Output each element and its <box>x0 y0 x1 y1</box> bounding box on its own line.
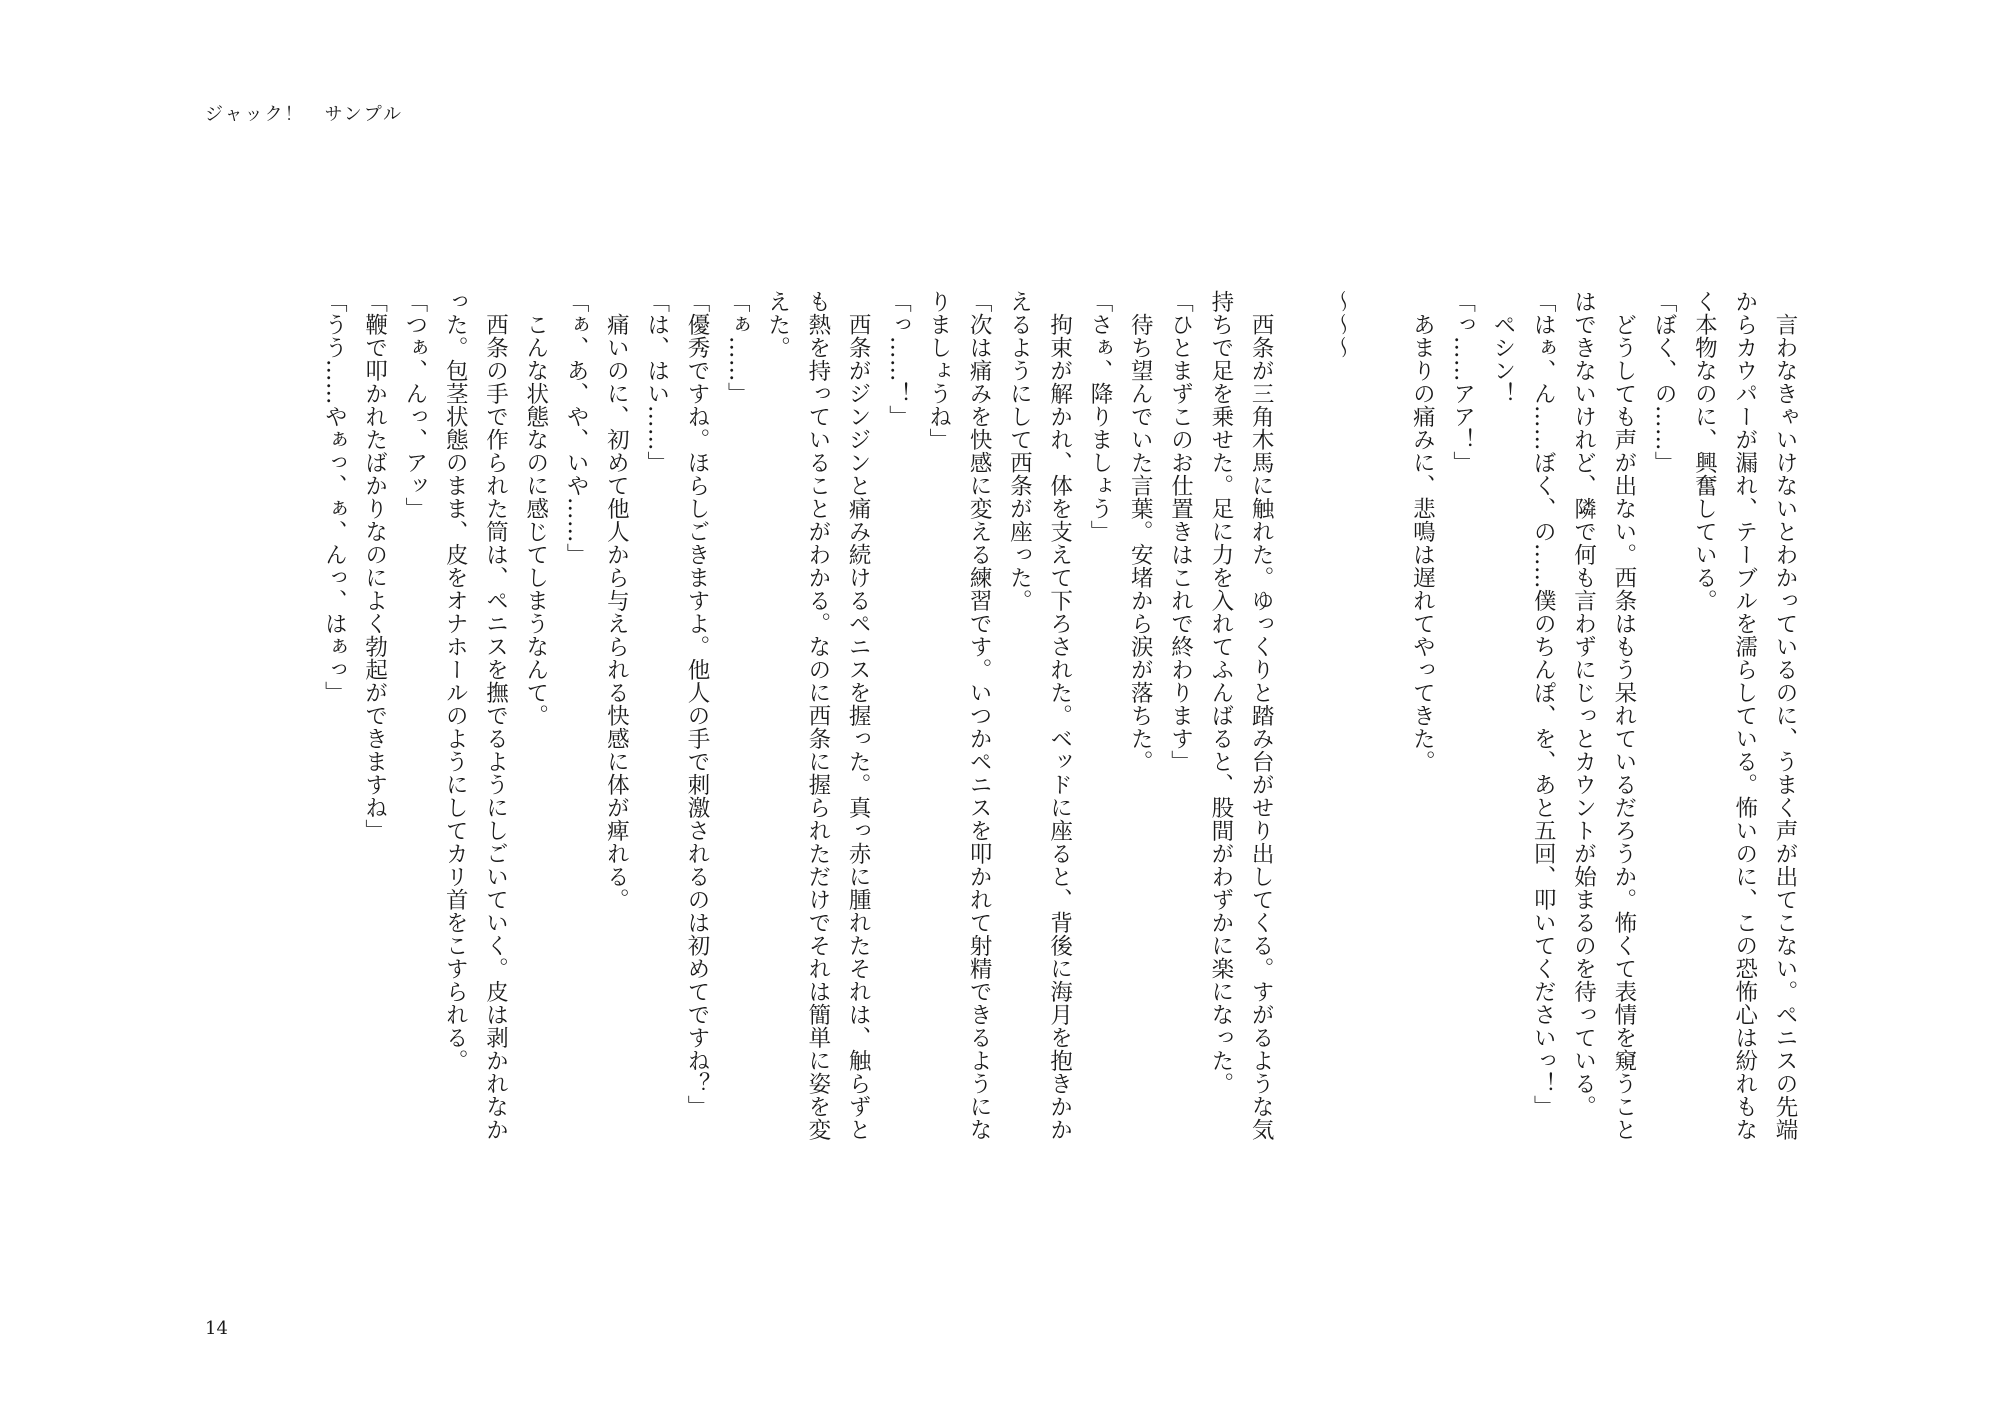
text-line: 「さぁ、降りましょう」 <box>1086 290 1113 543</box>
text-line: 「ぼく、の……」 <box>1651 290 1678 474</box>
text-line: 「っ……アア！」 <box>1449 290 1476 474</box>
text-line: 「うう……やぁっ、ぁ、んっ、はぁっ」 <box>321 290 348 704</box>
text-line: 持ちで足を乗せた。足に力を入れてふんばると、股間がわずかに楽になった。 <box>1207 290 1234 1095</box>
text-line: 西条が三角木馬に触れた。ゆっくりと踏み台がせり出してくる。すがるような気 <box>1248 290 1275 1141</box>
body-text <box>321 290 1805 1165</box>
text-line: 痛いのに、初めて他人から与えられる快感に体が痺れる。 <box>603 290 630 911</box>
text-line: えた。 <box>764 290 791 359</box>
text-line: どうしても声が出ない。西条はもう呆れているだろうか。怖くて表情を窺うこと <box>1610 290 1637 1141</box>
page-number: 14 <box>205 1318 228 1339</box>
text-line: 西条がジンジンと痛み続けるペニスを握った。真っ赤に腫れたそれは、触らずと <box>845 290 872 1141</box>
text-line: あまりの痛みに、悲鳴は遅れてやってきた。 <box>1409 290 1436 773</box>
text-line: はできないけれど、隣で何も言わずにじっとカウントが始まるのを待っている。 <box>1570 290 1597 1118</box>
text-line: 「優秀ですね。ほらしごきますよ。他人の手で刺激されるのは初めてですね？」 <box>683 290 710 1118</box>
text-line: 「鞭で叩かれたばかりなのによく勃起ができますね」 <box>361 290 388 842</box>
running-header: ジャック！ サンプル <box>205 104 404 125</box>
blank-line <box>1281 290 1321 1165</box>
text-line: った。包茎状態のまま、皮をオナホールのようにしてカリ首をこすられる。 <box>442 290 469 1072</box>
text-line: 「はぁ、ん……ぼく、の……僕のちんぽ、を、あと五回、叩いてくださいっ！」 <box>1530 290 1557 1118</box>
text-line: 「は、はい……」 <box>643 290 670 474</box>
text-line: 拘束が解かれ、体を支えて下ろされた。ベッドに座ると、背後に海月を抱きかか <box>1046 290 1073 1141</box>
text-line: 「次は痛みを快感に変える練習です。いつかペニスを叩かれて射精できるようにな <box>966 290 993 1141</box>
text-line: も熱を持っていることがわかる。なのに西条に握られただけでそれは簡単に姿を変 <box>804 290 831 1141</box>
text-line: く本物なのに、興奮している。 <box>1691 290 1718 612</box>
text-line: 西条の手で作られた筒は、ペニスを撫でるようにしごいていく。皮は剥かれなか <box>482 290 509 1141</box>
text-line: 「ぁ、あ、や、いや……」 <box>563 290 590 566</box>
text-line: 言わなきゃいけないとわかっているのに、うまく声が出てこない。ペニスの先端 <box>1772 290 1798 1141</box>
blank-line <box>1362 290 1402 1165</box>
text-line: 「ぁ……」 <box>724 290 751 405</box>
text-line: からカウパーが漏れ、テーブルを濡らしている。怖いのに、この恐怖心は紛れもな <box>1731 290 1758 1141</box>
text-line: 〜〜〜 <box>1328 290 1355 359</box>
text-line: 「ひとまずこのお仕置きはこれで終わります」 <box>1167 290 1194 773</box>
text-line: 「っ……！」 <box>885 290 912 428</box>
text-line: 「つぁ、んっ、アッ」 <box>401 290 428 520</box>
text-line: りましょうね」 <box>925 290 952 451</box>
text-line: こんな状態なのに感じてしまうなんて。 <box>522 290 549 727</box>
text-line: えるようにして西条が座った。 <box>1006 290 1033 612</box>
text-line: ペシン！ <box>1489 290 1516 405</box>
text-line: 待ち望んでいた言葉。安堵から涙が落ちた。 <box>1127 290 1154 773</box>
